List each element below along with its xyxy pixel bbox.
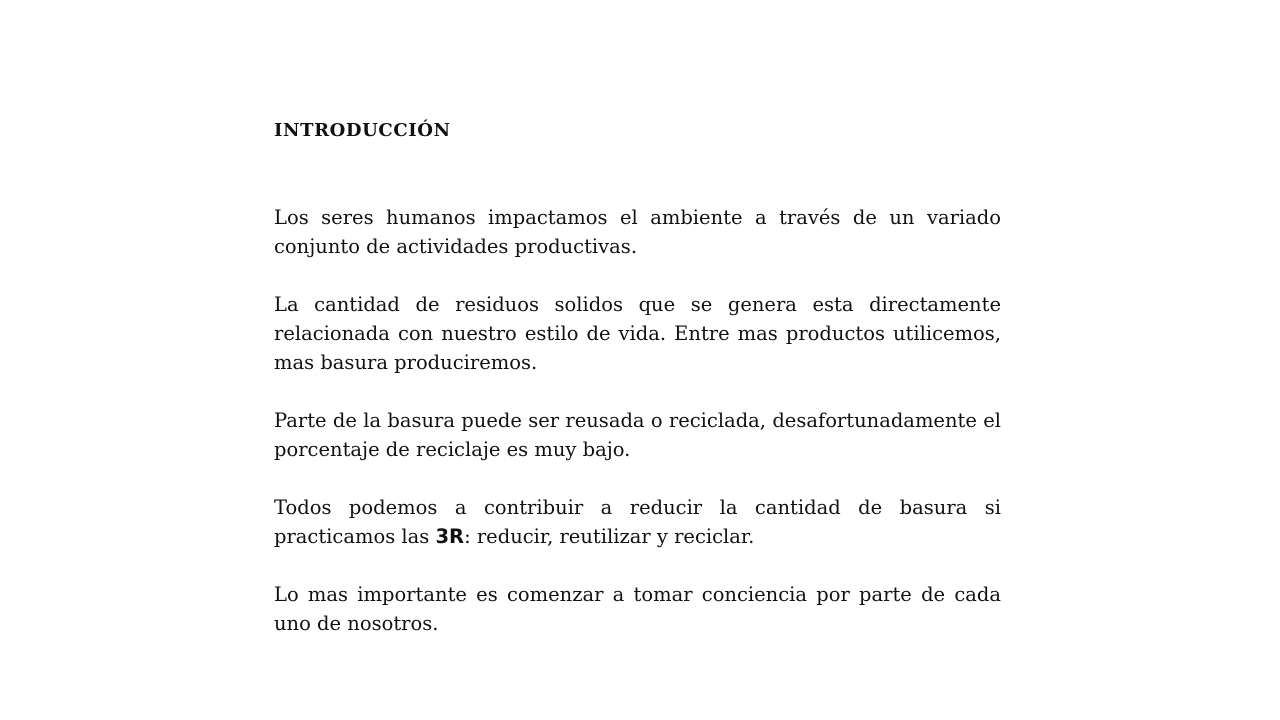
section-heading: INTRODUCCIÓN [274,120,451,141]
paragraph-waste-lifestyle: La cantidad de residuos solidos que se genera esta directamente relacionada con nuestro estilo de vida. Entre mas productos utilicemos, mas basura produciremos. [274,293,1001,374]
paragraph-3r-text-after: : reducir, reutilizar y reciclar. [464,525,755,548]
paragraph-3r-practice [274,493,1001,551]
paragraph-awareness: Lo mas importante es comenzar a tomar conciencia por parte de cada uno de nosotros. [274,583,1001,635]
paragraph-recycling-rate: Parte de la basura puede ser reusada o reciclada, desafortunadamente el porcentaje de reciclaje es muy bajo. [274,409,1001,461]
paragraph-human-impact: Los seres humanos impactamos el ambiente a través de un variado conjunto de actividades productivas. [274,206,1001,258]
text-body [274,116,1001,638]
emphasis-3r: 3R [435,525,465,548]
paragraph-3r-text-before: Todos podemos a contribuir a reducir la cantidad de basura si practicamos las [274,496,1001,548]
